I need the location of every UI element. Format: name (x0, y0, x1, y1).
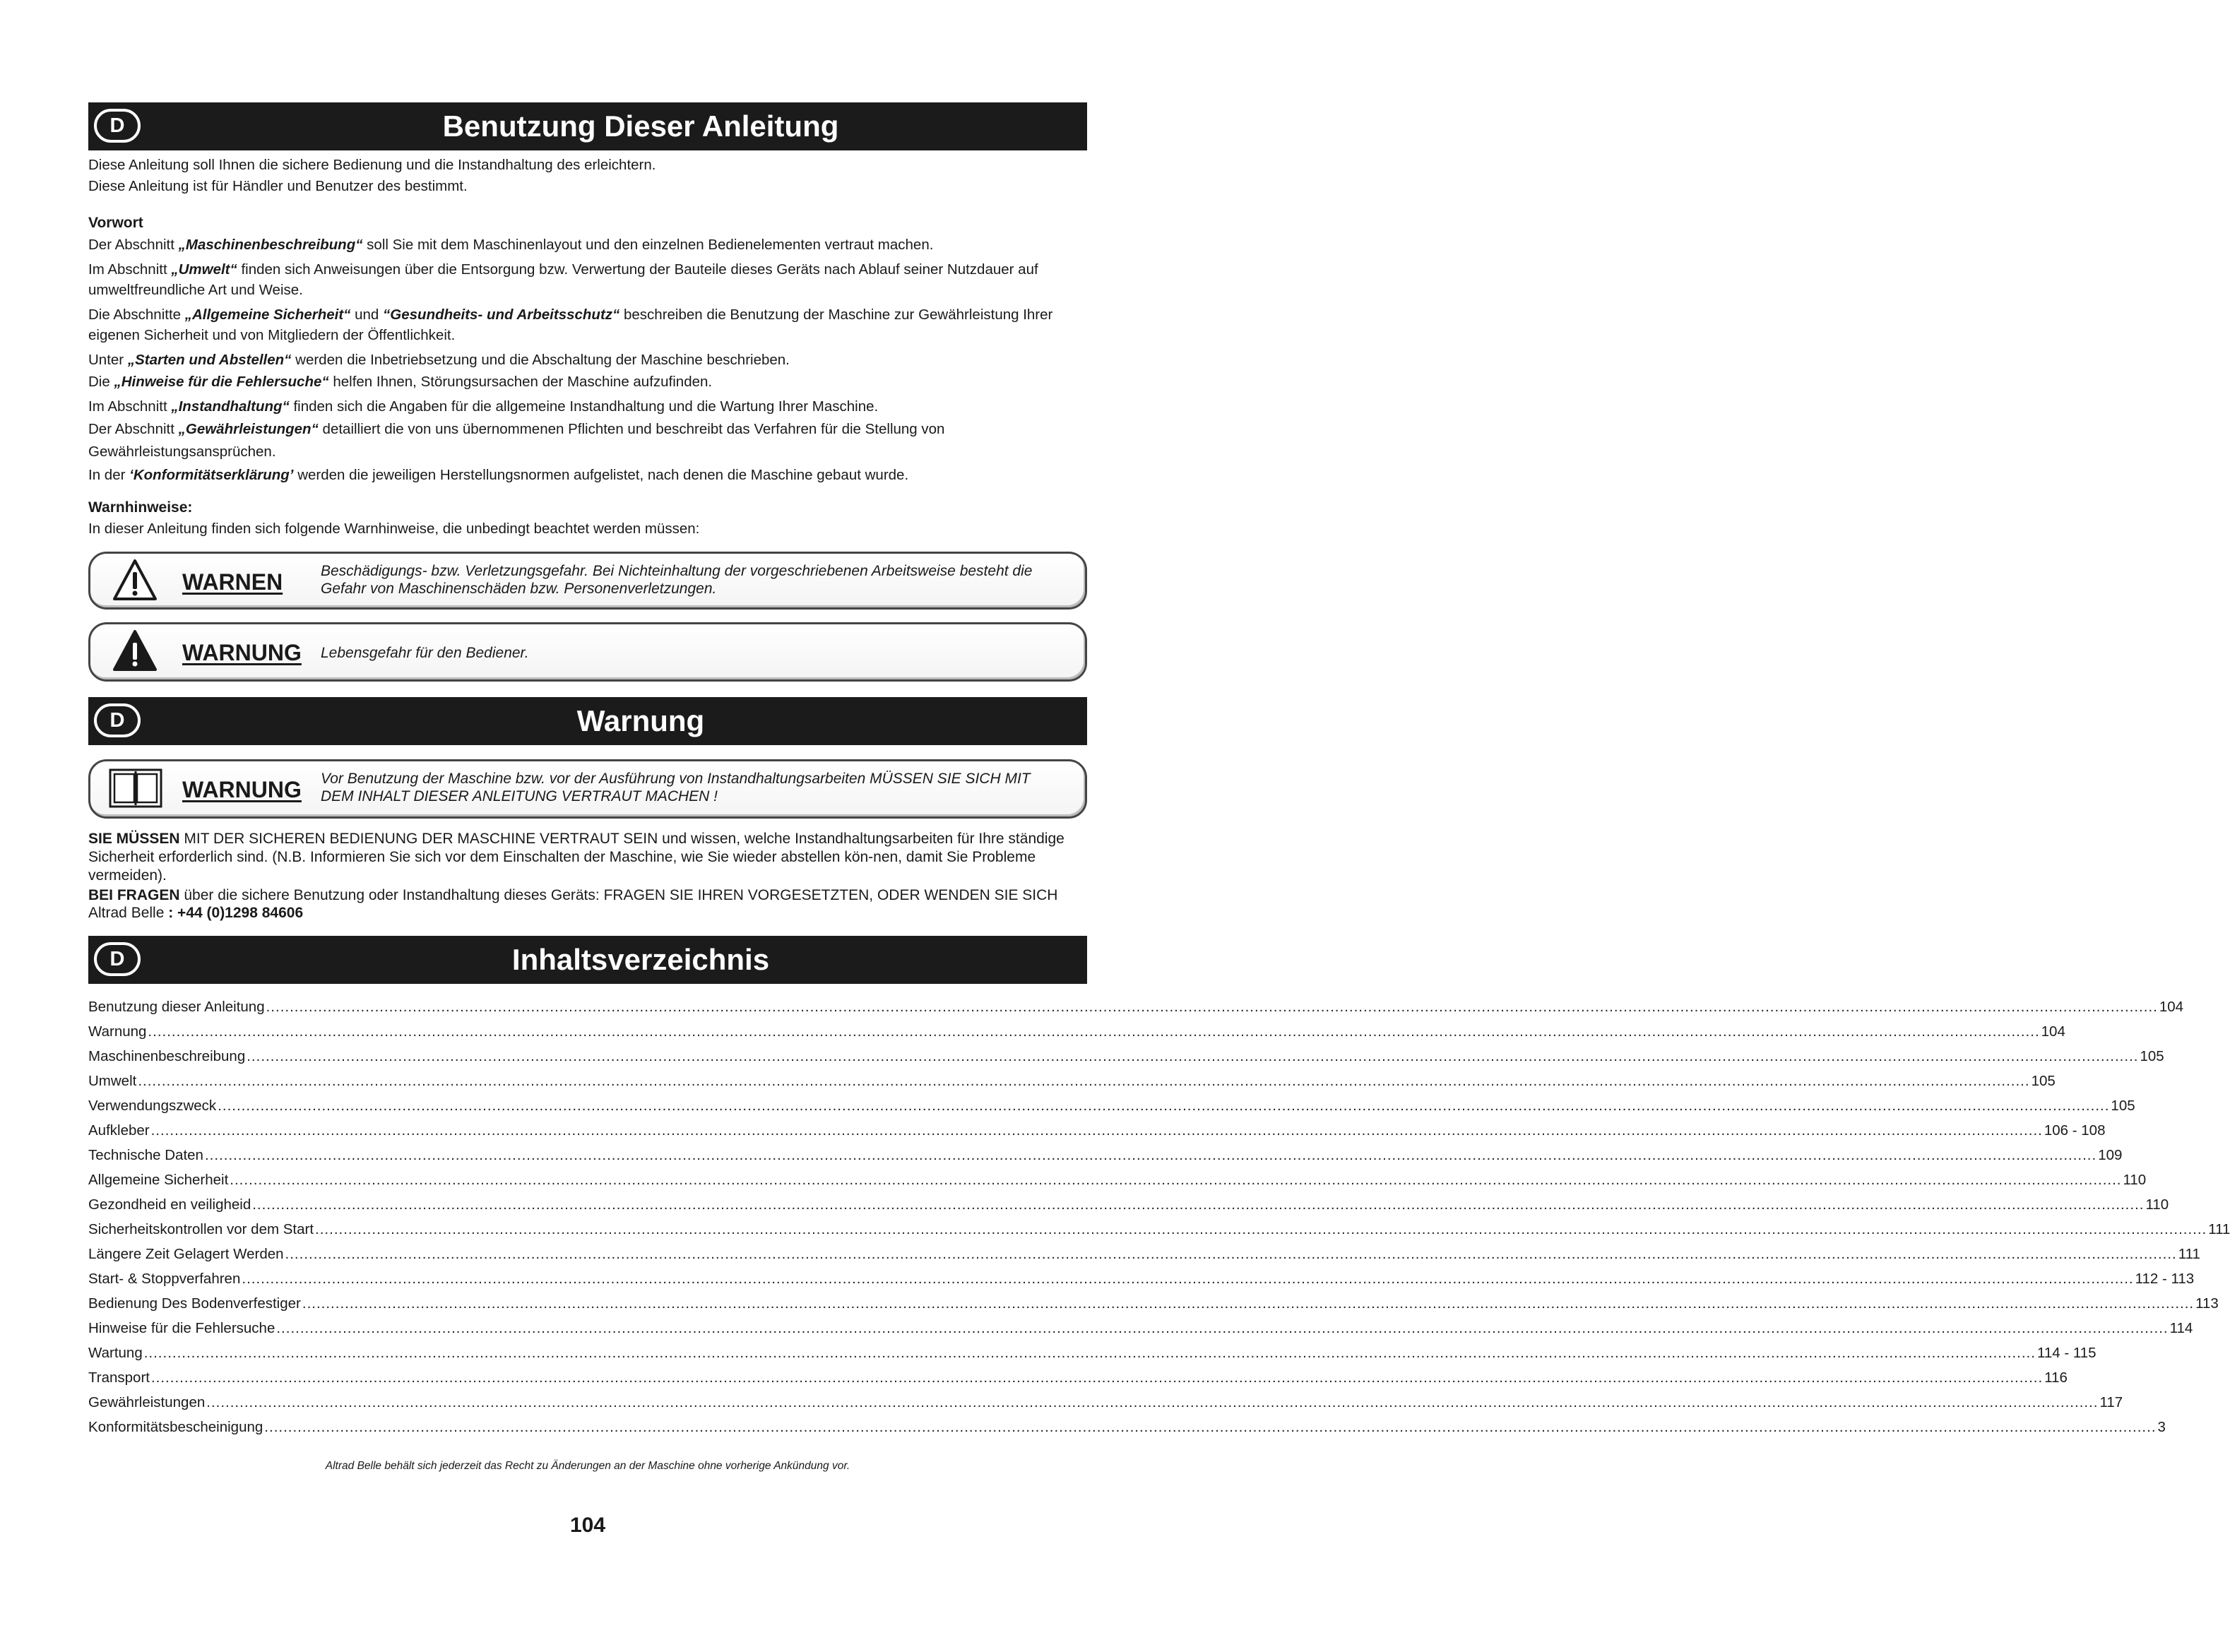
toc-entry (88, 1115, 2106, 1139)
toc-entry (88, 991, 2184, 1016)
manual-book-icon (107, 766, 164, 809)
toc-leader-dots: ................................................................................................................................................................................................................................................................................................................................................................................................................ (204, 1147, 2097, 1163)
toc-entry-title: Maschinenbeschreibung (88, 1048, 246, 1064)
page-number: 104 (569, 1514, 606, 1537)
vorwort-paragraph: Im Abschnitt „Instandhaltung“ finden sich die Angaben für die allgemeine Instandhaltung und die Wartung Ihrer Maschine. (88, 398, 879, 415)
toc-entry-page: 111 (2178, 1246, 2200, 1262)
toc-entry-title: Hinweise für die Fehlersuche (88, 1320, 275, 1336)
toc-entry-title: Gewährleistungen (88, 1394, 206, 1410)
toc-entry-page: 104 (2041, 1023, 2065, 1040)
warnung-label: WARNUNG (182, 640, 302, 665)
vorwort-paragraph: Der Abschnitt „Maschinenbeschreibung“ soll Sie mit dem Maschinenlayout und den einzelnen Bedienelementen vertraut machen. (88, 237, 934, 253)
toc-entry-title: Konformitätsbescheinigung (88, 1419, 263, 1435)
toc-leader-dots: ................................................................................................................................................................................................................................................................................................................................................................................................................ (148, 1023, 2040, 1040)
section-banner-warnung (88, 697, 1087, 745)
toc-entry (88, 1263, 2195, 1288)
language-badge: D (94, 109, 141, 143)
toc-leader-dots: ................................................................................................................................................................................................................................................................................................................................................................................................................ (230, 1172, 2122, 1188)
toc-entry-title: Längere Zeit Gelagert Werden (88, 1246, 284, 1262)
manual-warnung-box (88, 759, 1087, 819)
warnen-box (88, 552, 1087, 610)
toc-leader-dots: ................................................................................................................................................................................................................................................................................................................................................................................................................ (247, 1048, 2139, 1064)
warnung-text: Lebensgefahr für den Bediener. (321, 645, 529, 661)
vorwort-paragraph: Die Abschnitte „Allgemeine Sicherheit“ und “Gesundheits- und Arbeitsschutz“ beschreiben die Benutzung der Maschine zur Gewährleistung Ihrer eigenen Sicherheit und von Mitgliedern der Öffentlichkeit. (88, 307, 1053, 343)
toc-entry-page: 112 - 113 (2135, 1271, 2195, 1287)
language-badge: D (94, 942, 141, 976)
toc-entry-title: Umwelt (88, 1073, 137, 1089)
toc-leader-dots: ................................................................................................................................................................................................................................................................................................................................................................................................................ (206, 1394, 2099, 1410)
toc-entry-page: 114 (2169, 1320, 2193, 1336)
intro-line-1: Diese Anleitung soll Ihnen die sichere Bedienung und die Instandhaltung des erleichtern. (88, 157, 656, 173)
toc-entry-page: 117 (2099, 1394, 2123, 1410)
toc-entry-page: 116 (2044, 1369, 2068, 1386)
toc-entry (88, 1040, 2164, 1065)
toc-entry (88, 1337, 2096, 1362)
toc-leader-dots: ................................................................................................................................................................................................................................................................................................................................................................................................................ (285, 1246, 2177, 1262)
toc-entry (88, 1411, 2166, 1436)
toc-leader-dots: ................................................................................................................................................................................................................................................................................................................................................................................................................ (302, 1295, 2195, 1312)
section-title: Benutzung Dieser Anleitung (442, 109, 839, 143)
toc-leader-dots: ................................................................................................................................................................................................................................................................................................................................................................................................................ (276, 1320, 2169, 1336)
toc-leader-dots: ................................................................................................................................................................................................................................................................................................................................................................................................................ (150, 1369, 2044, 1386)
toc-entry-title: Allgemeine Sicherheit (88, 1172, 229, 1188)
section-title: Warnung (576, 704, 705, 737)
toc-leader-dots: ................................................................................................................................................................................................................................................................................................................................................................................................................ (143, 1345, 2036, 1361)
danger-triangle-icon (112, 629, 158, 672)
warnen-text: Beschädigungs- bzw. Verletzungsgefahr. Bei Nichteinhaltung der vorgeschriebenen Arbeitsweise besteht die Gefahr von Maschinenschäden bzw. Personenverletzungen. (321, 563, 1033, 597)
toc-entry-title: Technische Daten (88, 1147, 203, 1163)
warnhinweise-heading: Warnhinweise: (88, 499, 193, 516)
toc-entry-page: 111 (2208, 1221, 2230, 1237)
toc-leader-dots: ................................................................................................................................................................................................................................................................................................................................................................................................................ (315, 1221, 2207, 1237)
vorwort-paragraph: In der ‘Konformitätserklärung’ werden die jeweiligen Herstellungsnormen aufgelistet, nach denen die Maschine gebaut wurde. (88, 467, 909, 483)
manual-warnung-label: WARNUNG (182, 777, 302, 802)
vorwort-paragraph: Unter „Starten und Abstellen“ werden die Inbetriebsetzung und die Abschaltung der Maschine beschrieben. (88, 352, 790, 368)
language-badge: D (94, 703, 141, 737)
section-title: Inhaltsverzeichnis (511, 943, 770, 976)
sicherheit-paragraph: SIE MÜSSEN MIT DER SICHEREN BEDIENUNG DER MASCHINE VERTRAUT SEIN und wissen, welche Instandhaltungsarbeiten für Ihre ständige Sicherheit erforderlich sind. (N.B. Informieren Sie sich vor dem Einschalten der Maschine, wie Sie wieder abstellen kön-nen, damit Sie Probleme vermeiden). (88, 831, 1064, 884)
toc-leader-dots: ................................................................................................................................................................................................................................................................................................................................................................................................................ (252, 1196, 2145, 1213)
toc-entry (88, 1362, 2068, 1386)
toc-entry (88, 1189, 2169, 1213)
manual-warnung-text: Vor Benutzung der Maschine bzw. vor der Ausführung von Instandhaltungsarbeiten MÜSSEN SIE SICH MIT DEM INHALT DIESER ANLEITUNG VERTRAUT MACHEN ! (321, 771, 1031, 804)
toc-leader-dots: ................................................................................................................................................................................................................................................................................................................................................................................................................ (242, 1271, 2134, 1287)
toc-entry-title: Verwendungszweck (88, 1098, 217, 1114)
warnung-box (88, 622, 1087, 682)
toc-entry-title: Aufkleber (88, 1122, 150, 1139)
toc-entry-page: 3 (2157, 1419, 2166, 1435)
caution-triangle-icon (112, 558, 158, 602)
toc-entry-page: 105 (2111, 1098, 2135, 1114)
toc-entry (88, 1065, 2056, 1090)
warnen-label: WARNEN (182, 569, 283, 595)
toc-entry (88, 1288, 2219, 1312)
toc-entry-page: 110 (2123, 1172, 2147, 1188)
table-of-contents (88, 991, 2230, 1436)
toc-leader-dots: ................................................................................................................................................................................................................................................................................................................................................................................................................ (218, 1098, 2110, 1114)
toc-entry (88, 1312, 2193, 1337)
toc-entry (88, 1090, 2135, 1115)
vorwort-heading: Vorwort (88, 215, 143, 231)
toc-entry-title: Warnung (88, 1023, 147, 1040)
warnhinweise-text: In dieser Anleitung finden sich folgende Warnhinweise, die unbedingt beachtet werden müssen: (88, 521, 700, 537)
vorwort-paragraph: Die „Hinweise für die Fehlersuche“ helfen Ihnen, Störungsursachen der Maschine aufzufinden. (88, 374, 713, 390)
toc-entry-page: 114 - 115 (2036, 1345, 2096, 1361)
toc-entry (88, 1164, 2147, 1189)
vorwort-paragraph: Der Abschnitt „Gewährleistungen“ detailliert die von uns übernommenen Pflichten und beschreibt das Verfahren für die Stellung von Gewährleistungsansprüchen. (88, 421, 945, 460)
toc-entry-page: 105 (2031, 1073, 2056, 1089)
toc-entry (88, 1016, 2065, 1040)
manual-page (88, 102, 2230, 1538)
toc-entry-page: 105 (2140, 1048, 2164, 1064)
toc-entry-title: Wartung (88, 1345, 143, 1361)
toc-leader-dots: ................................................................................................................................................................................................................................................................................................................................................................................................................ (264, 1419, 2157, 1435)
toc-leader-dots: ................................................................................................................................................................................................................................................................................................................................................................................................................ (266, 999, 2158, 1015)
vorwort-paragraph: Im Abschnitt „Umwelt“ finden sich Anweisungen über die Entsorgung bzw. Verwertung der Bauteile dieses Geräts nach Ablauf seiner Nutzdauer auf umweltfreundliche Art und Weise. (88, 261, 1038, 298)
footer-note: Altrad Belle behält sich jederzeit das Recht zu Änderungen an der Maschine ohne vorherige Ankündung vor. (325, 1460, 850, 1472)
toc-entry (88, 1386, 2123, 1411)
toc-entry-page: 104 (2159, 999, 2184, 1015)
toc-leader-dots: ................................................................................................................................................................................................................................................................................................................................................................................................................ (138, 1073, 2030, 1089)
section-banner-benutzung (88, 102, 1087, 150)
toc-entry (88, 1139, 2123, 1164)
toc-entry (88, 1238, 2200, 1263)
toc-entry-title: Benutzung dieser Anleitung (88, 999, 265, 1015)
toc-entry-page: 109 (2098, 1147, 2123, 1163)
toc-entry (88, 1213, 2230, 1238)
section-banner-inhaltsverzeichnis (88, 936, 1087, 984)
toc-entry-page: 113 (2195, 1295, 2219, 1312)
toc-entry-page: 106 - 108 (2044, 1122, 2106, 1139)
fragen-paragraph: BEI FRAGEN über die sichere Benutzung oder Instandhaltung dieses Geräts: FRAGEN SIE IHREN VORGESETZTEN, ODER WENDEN SIE SICH Altrad Belle : +44 (0)1298 84606 (88, 887, 1058, 921)
toc-entry-title: Bedienung Des Bodenverfestiger (88, 1295, 301, 1312)
toc-leader-dots: ................................................................................................................................................................................................................................................................................................................................................................................................................ (150, 1122, 2043, 1139)
toc-entry-title: Sicherheitskontrollen vor dem Start (88, 1221, 314, 1237)
toc-entry-page: 110 (2145, 1196, 2169, 1213)
toc-entry-title: Start- & Stoppverfahren (88, 1271, 241, 1287)
toc-entry-title: Transport (88, 1369, 150, 1386)
toc-entry-title: Gezondheid en veiligheid (88, 1196, 251, 1213)
intro-line-2: Diese Anleitung ist für Händler und Benutzer des bestimmt. (88, 178, 468, 194)
